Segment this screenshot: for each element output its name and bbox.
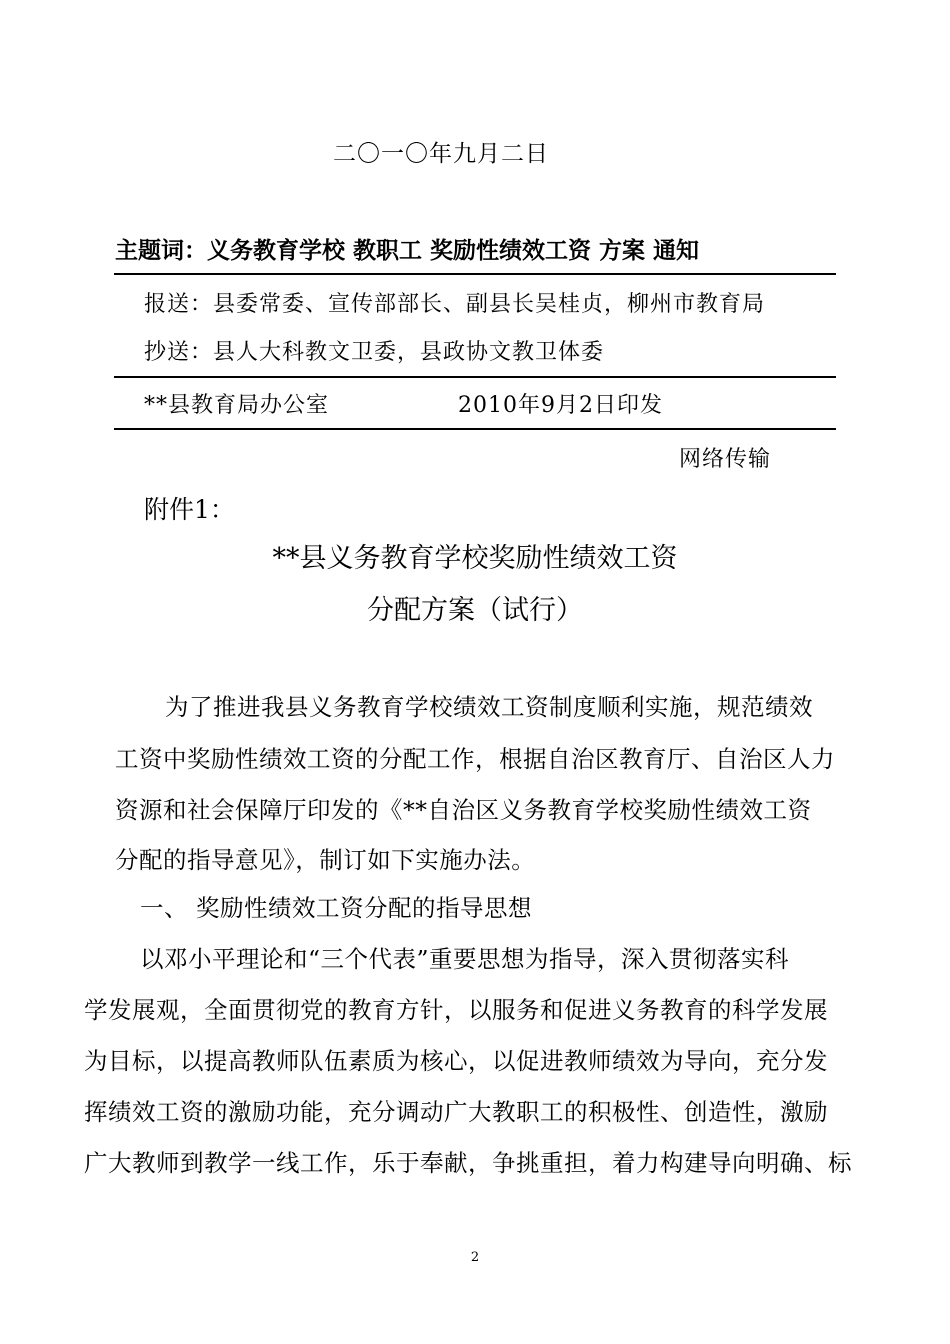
divider-top (114, 273, 836, 275)
divider-bottom (114, 428, 836, 430)
report-to-line: 报送：县委常委、宣传部部长、副县长吴桂贞，柳州市教育局 (144, 292, 766, 317)
body-line: 分配的指导意见》，制订如下实施办法。 (115, 846, 536, 874)
document-title-line-1: **县义务教育学校奖励性绩效工资 (272, 543, 678, 574)
body-line: 挥绩效工资的激励功能，充分调动广大教职工的积极性、创造性，激励 (84, 1098, 828, 1126)
body-line: 学发展观，全面贯彻党的教育方针，以服务和促进义务教育的科学发展 (84, 996, 828, 1024)
copy-to-line: 抄送：县人大科教文卫委，县政协文教卫体委 (144, 340, 605, 365)
subject-keywords: 主题词：义务教育学校 教职工 奖励性绩效工资 方案 通知 (115, 238, 700, 264)
document-title-line-2: 分配方案（试行） (367, 595, 583, 626)
body-line: 为了推进我县义务教育学校绩效工资制度顺利实施，规范绩效 (165, 693, 813, 721)
body-line: 资源和社会保障厅印发的《**自治区义务教育学校奖励性绩效工资 (115, 796, 812, 824)
issue-date-chinese: 二〇一〇年九月二日 (333, 141, 549, 167)
body-line: 为目标，以提高教师队伍素质为核心，以促进教师绩效为导向，充分发 (84, 1047, 828, 1075)
divider-middle (114, 376, 836, 378)
body-line: 以邓小平理论和“三个代表”重要思想为指导，深入贯彻落实科 (140, 945, 790, 973)
body-line: 广大教师到教学一线工作，乐于奉献，争挑重担，着力构建导向明确、标 (84, 1149, 852, 1177)
issuer-office: **县教育局办公室 (144, 393, 330, 418)
transmission-note: 网络传输 (679, 447, 772, 472)
body-line: 工资中奖励性绩效工资的分配工作，根据自治区教育厅、自治区人力 (115, 745, 835, 773)
page-number: 2 (470, 1250, 480, 1265)
attachment-label: 附件1： (144, 495, 235, 524)
print-date: 2010年9月2日印发 (458, 393, 663, 418)
section-heading: 一、 奖励性绩效工资分配的指导思想 (140, 894, 532, 922)
